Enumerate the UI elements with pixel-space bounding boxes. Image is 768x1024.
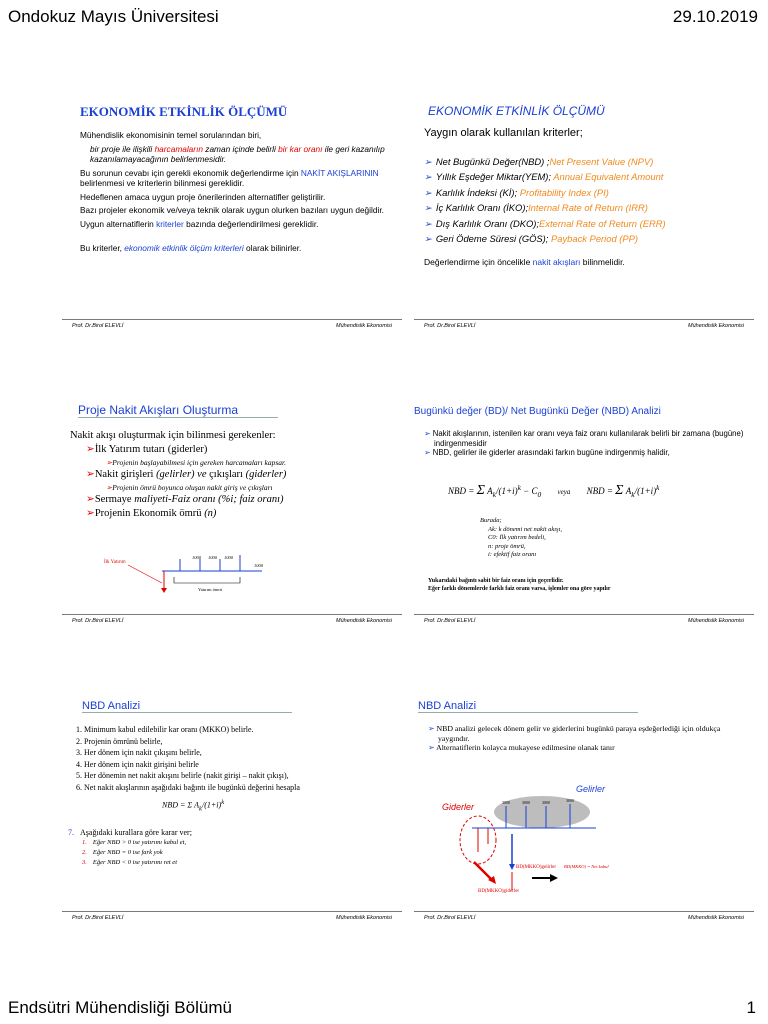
cash-flow-diagram <box>102 553 282 603</box>
svg-text:Gelirler: Gelirler <box>576 784 606 794</box>
slide-footer: Prof. Dr.Birol ELEVLİ Mühendislik Ekonomisi <box>62 614 402 627</box>
slide-1: EKONOMİK ETKİNLİK ÖLÇÜMÜ Mühendislik ekonomisinin temel sorularından biri, bir proje ile ilişkili harcamaların zaman içinde belirli bir kar oranı ile geri kazanılıp kazanılamayacağının belirlenmesidir. Bu sorunun cevabı için gerekli ekonomik değerlendirme için NAKİT AKIŞLARININ belirlenmesi ve kriterlerin bilinmesi gereklidir. Hedeflenen amaca uygun proje önerilerinden alternatifler geliştirilir. Bazı projeler ekonomik ve/veya teknik olarak uygun olurken bazıları uygun değildir. Uygun alternatiflerin kriterler bazında değerlendirilmesi gereklidir. Bu kriterler, ekonomik etkinlik ölçüm kriterleri olarak bilinirler. Prof. Dr.Birol ELEVLİ Mühendislik Ekonomisi <box>62 92 402 332</box>
step-item: 1. Minimum kabul edilebilir kar oranı (MKKO) belirle. <box>84 724 394 736</box>
slide-footer: Prof. Dr.Birol ELEVLİ Mühendislik Ekonomisi <box>62 911 402 924</box>
svg-text:BD(MKKO)giderler: BD(MKKO)giderler <box>478 889 520 894</box>
criterion-item: ➢ Dış Karlılık Oranı (DKO);External Rate of Return (ERR) <box>424 217 666 229</box>
step-item: 5. Her dönemin net nakit akışını belirle (nakit girişi – nakit çıkışı), <box>84 770 394 782</box>
svg-text:3000: 3000 <box>542 800 550 805</box>
npv-diagram <box>434 780 684 896</box>
rule-item: 2. Eğer NBD = 0 ise fark yok <box>82 849 163 857</box>
slide-footer: Prof. Dr.Birol ELEVLİ Mühendislik Ekonomisi <box>414 319 754 332</box>
footer-left: Endsütri Mühendisliği Bölümü <box>8 998 232 1017</box>
header-date: 29.10.2019 <box>672 7 758 26</box>
steps-list <box>68 724 394 793</box>
svg-text:1000: 1000 <box>192 555 201 560</box>
criterion-item: ➢ Net Bugünkü Değer(NBD) ;Net Present Value (NPV) <box>424 155 654 167</box>
slide-title: EKONOMİK ETKİNLİK ÖLÇÜMÜ <box>428 104 605 118</box>
slide-title: NBD Analizi <box>82 700 292 713</box>
svg-text:Giderler: Giderler <box>442 802 475 812</box>
slide-footer: Prof. Dr.Birol ELEVLİ Mühendislik Ekonomisi <box>62 319 402 332</box>
header-left: Ondokuz Mayıs Üniversitesi <box>8 7 219 26</box>
criterion-item: ➢ Karlılık İndeksi (Kİ); Profitability Index (PI) <box>424 186 609 198</box>
svg-text:BD(MKKO)gelirler: BD(MKKO)gelirler <box>516 865 556 870</box>
step-item: 2. Projenin ömrünü belirle, <box>84 736 394 748</box>
criteria-list <box>424 157 746 245</box>
svg-text:1000: 1000 <box>224 555 233 560</box>
step-item: 4. Her dönem için nakit girişini belirle <box>84 759 394 771</box>
svg-text:1000: 1000 <box>254 563 263 568</box>
svg-text:3000: 3000 <box>566 798 574 803</box>
npv-formula: NBD = Σ $A_k/(1+i)^k - C_0$ veya NBD = Σ $A_k/(1+i)^k$ <box>448 483 660 499</box>
slide-footer: Prof. Dr.Birol ELEVLİ Mühendislik Ekonomisi <box>414 911 754 924</box>
page-number: 1 <box>746 998 756 1017</box>
slide-5: NBD Analizi 1. Minimum kabul edilebilir kar oranı (MKKO) belirle. 2. Projenin ömrünü belirle, 3. Her dönem için nakit çıkışını belirle, 4. Her dönem için nakit girişini belirle 5. Her dönemin net nakit akışını belirle (nakit girişi – nakit çıkışı), 6. Net nakit akışlarının aşağıdaki bağıntı ile bugünkü değerini hesapla NBD = Σ $A_k/(1+i)^k$ 7. Aşağıdaki kurallara göre karar ver; 1. Eğer NBD > 0 ise yatırımı kabul et, 2. Eğer NBD = 0 ise fark yok 3. Eğer NBD < 0 ise yatırımı ret et Prof. Dr.Birol ELEVLİ Mühendislik Ekonomisi <box>62 684 402 924</box>
rule-item: 3. Eğer NBD < 0 ise yatırımı ret et <box>82 859 177 867</box>
svg-text:Yatırım ömrü: Yatırım ömrü <box>198 587 223 592</box>
slide-4: Bugünkü değer (BD)/ Net Bugünkü Değer (NBD) Analizi ➢ Nakit akışlarının, istenilen kar oranı veya faiz oranı kullanılarak belirli bir zamana (bugüne) indirgenmesidir ➢ NBD, gelirler ile giderler arasındaki farkın bugüne indirgenmiş halidir, NBD = Σ $A_k/(1+i)^k - C_0$ veya NBD = Σ $A_k/(1+i)^k$ Burada; Ak: k dönemi net nakit akışı, C0: İlk yatırım bedeli, n: proje ömrü, i: efektif faiz oranı Yukarıdaki bağıntı sabit bir faiz oranı için geçerlidir. Eğer farklı dönemlerde farklı faiz oranı varsa, işlemler ona göre yapılır Prof. Dr.Birol ELEVLİ Mühendislik Ekonomisi <box>414 387 754 627</box>
svg-text:3000: 3000 <box>522 800 530 805</box>
slide-title: NBD Analizi <box>418 700 638 713</box>
slide-6: NBD Analizi ➢ NBD analizi gelecek dönem gelir ve giderlerini bugünkü paraya eşdeğerlediği için oldukça yaygındır. ➢ Alternatiflerin kolayca mukayese edilmesine olanak tanır Gelirler Giderler 3000 3000 3000 3000 BD(MKKO)gelirler BD(MKKO) = Net kabul BD(MKKO)giderler Prof. Dr.Birol ELEVLİ Mühendislik Ekonomisi <box>414 684 754 924</box>
slide-2: EKONOMİK ETKİNLİK ÖLÇÜMÜ Yaygın olarak kullanılan kriterler; ➢ Net Bugünkü Değer(NBD) ;Net Present Value (NPV) ➢ Yıllık Eşdeğer Miktar(YEM); Annual Equivalent Amount ➢ Karlılık İndeksi (Kİ); Profitability Index (PI) ➢ İç Karlılık Oranı (İKO);Internal Rate of Return (IRR) ➢ Dış Karlılık Oranı (DKO);External Rate of Return (ERR) ➢ Geri Ödeme Süresi (GÖS); Payback Period (PP) Değerlendirme için öncelikle nakit akışları bilinmelidir. Prof. Dr.Birol ELEVLİ Mühendislik Ekonomisi <box>414 92 754 332</box>
slide-title: Proje Nakit Akışları Oluşturma <box>78 403 278 418</box>
slide-title: EKONOMİK ETKİNLİK ÖLÇÜMÜ <box>80 104 288 119</box>
svg-text:1000: 1000 <box>208 555 217 560</box>
criterion-item: ➢ Yıllık Eşdeğer Miktar(YEM); Annual Equivalent Amount <box>424 171 664 182</box>
slide-footer: Prof. Dr.Birol ELEVLİ Mühendislik Ekonomisi <box>414 614 754 627</box>
rule-item: 1. Eğer NBD > 0 ise yatırımı kabul et, <box>82 839 187 847</box>
svg-text:BD(MKKO) = Net kabul: BD(MKKO) = Net kabul <box>564 864 609 869</box>
criterion-item: ➢ İç Karlılık Oranı (İKO);Internal Rate of Return (IRR) <box>424 202 648 213</box>
step-item: 6. Net nakit akışlarının aşağıdaki bağıntı ile bugünkü değerini hesapla <box>84 782 394 794</box>
slide-title: Bugünkü değer (BD)/ Net Bugünkü Değer (NBD) Analizi <box>414 406 661 417</box>
svg-text:İlk Yatırım: İlk Yatırım <box>104 560 126 565</box>
criterion-item: ➢ Geri Ödeme Süresi (GÖS); Payback Period (PP) <box>424 233 639 244</box>
svg-text:3000: 3000 <box>502 800 510 805</box>
step-item: 3. Her dönem için nakit çıkışını belirle, <box>84 747 394 759</box>
slide-3: Proje Nakit Akışları Oluşturma Nakit akışı oluşturmak için bilinmesi gerekenler: ➢İlk Yatırım tutarı (giderler) ➢Projenin başlayabilmesi için gereken harcamaları kapsar. ➢Nakit girişleri (gelirler) ve çıkışları (giderler) ➢Projenin ömrü boyunca oluşan nakit giriş ve çıkışları ➢Sermaye maliyeti-Faiz oranı (%i; faiz oranı) ➢Projenin Ekonomik ömrü (n) İlk Yatırım 1000 1000 1000 1000 Yatırım ömrü Prof. Dr.Birol ELEVLİ Mühendislik Ekonomisi <box>62 387 402 627</box>
